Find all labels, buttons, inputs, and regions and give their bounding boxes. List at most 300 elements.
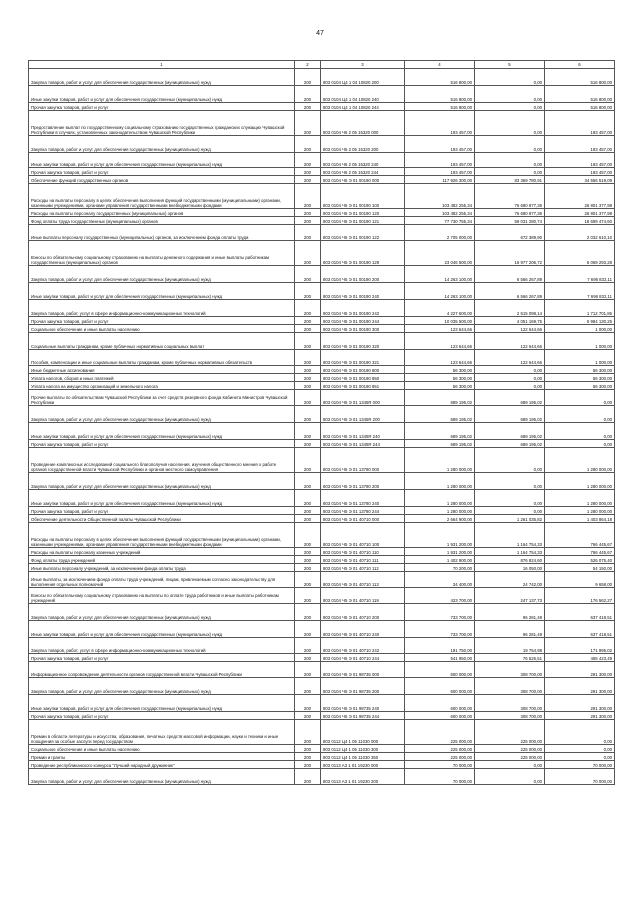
row-budget-code-cell: 803 0113 А3 1 01 19230 000 bbox=[321, 761, 405, 769]
row-approved-cell: 1 931 200,00 bbox=[405, 523, 475, 548]
table-row bbox=[29, 440, 615, 448]
row-executed-cell: 76 680 877,36 bbox=[475, 184, 545, 209]
row-unexecuted-cell: 0,00 bbox=[545, 745, 615, 753]
row-line-code-cell: 200 bbox=[295, 317, 321, 325]
table-row bbox=[29, 572, 615, 588]
row-name-cell: Иные выплаты персоналу государственных (муниципальных) органов, за исключением фонда оплаты труда bbox=[29, 225, 295, 241]
row-budget-code-cell: 803 0104 Ч5 Э 01 00190 121 bbox=[321, 217, 405, 225]
row-approved-cell: 14 263 100,00 bbox=[405, 266, 475, 283]
row-unexecuted-cell: 516 800,00 bbox=[545, 69, 615, 86]
row-executed-cell: 122 644,66 bbox=[475, 325, 545, 333]
row-line-code-cell: 200 bbox=[295, 350, 321, 366]
row-budget-code-cell: 803 0104 Ч5 Э 01 1345R 244 bbox=[321, 440, 405, 448]
table-row bbox=[29, 712, 615, 720]
row-approved-cell: 4 227 600,00 bbox=[405, 300, 475, 317]
row-approved-cell: 103 482 255,34 bbox=[405, 209, 475, 217]
row-line-code-cell: 200 bbox=[295, 225, 321, 241]
row-line-code-cell: 200 bbox=[295, 604, 321, 621]
row-line-code-cell: 200 bbox=[295, 564, 321, 572]
row-budget-code-cell: 803 0104 Ч5 Э 01 00190 200 bbox=[321, 266, 405, 283]
row-approved-cell: 193 457,00 bbox=[405, 168, 475, 176]
row-unexecuted-cell: 516 800,00 bbox=[545, 86, 615, 103]
row-budget-code-cell: 803 0112 Ц4 1 05 11030 000 bbox=[321, 720, 405, 745]
row-approved-cell: 56 300,00 bbox=[405, 382, 475, 390]
row-approved-cell: 1 280 000,00 bbox=[405, 473, 475, 490]
row-name-cell: Иные закупки товаров, работ и услуг для обеспечения государственных (муниципальных) нужд bbox=[29, 283, 295, 300]
row-executed-cell: 122 644,66 bbox=[475, 333, 545, 350]
row-line-code-cell: 200 bbox=[295, 406, 321, 423]
row-approved-cell: 193 457,00 bbox=[405, 111, 475, 136]
row-unexecuted-cell: 1 000,00 bbox=[545, 325, 615, 333]
row-budget-code-cell: 803 0104 Ч5 Э 01 40710 100 bbox=[321, 523, 405, 548]
row-executed-cell: 76 526,51 bbox=[475, 654, 545, 662]
row-executed-cell: 96 281,49 bbox=[475, 621, 545, 638]
row-executed-cell: 0,00 bbox=[475, 103, 545, 111]
row-name-cell: Пособия, компенсации и иные социальные выплаты гражданам, кроме публичных нормативных обязательств bbox=[29, 350, 295, 366]
row-unexecuted-cell: 6 069 293,28 bbox=[545, 241, 615, 266]
row-approved-cell: 77 730 755,34 bbox=[405, 217, 475, 225]
row-name-cell: Премии и гранты bbox=[29, 753, 295, 761]
row-approved-cell: 56 300,00 bbox=[405, 374, 475, 382]
row-unexecuted-cell: 1 280 000,00 bbox=[545, 448, 615, 473]
table-row bbox=[29, 638, 615, 654]
row-approved-cell: 123 644,66 bbox=[405, 350, 475, 366]
row-budget-code-cell: 803 0104 Ч5 Э 01 40710 119 bbox=[321, 588, 405, 604]
row-name-cell: Иные выплаты персоналу учреждений, за исключением фонда оплаты труда bbox=[29, 564, 295, 572]
table-row bbox=[29, 333, 615, 350]
table-row bbox=[29, 423, 615, 440]
row-budget-code-cell: 803 0104 Ч5 2 05 15320 000 bbox=[321, 111, 405, 136]
row-budget-code-cell: 803 0104 Ц4 1 04 10820 240 bbox=[321, 86, 405, 103]
table-row bbox=[29, 695, 615, 712]
row-budget-code-cell: 803 0104 Ч5 Э 01 98735 200 bbox=[321, 678, 405, 695]
row-name-cell: Прочая закупка товаров, работ и услуг bbox=[29, 168, 295, 176]
row-unexecuted-cell: 7 696 832,11 bbox=[545, 266, 615, 283]
table-header bbox=[29, 61, 615, 69]
row-executed-cell: 308 700,00 bbox=[475, 712, 545, 720]
row-line-code-cell: 200 bbox=[295, 382, 321, 390]
row-name-cell: Проведение республиканского конкурса "Лучший народный дружинник" bbox=[29, 761, 295, 769]
row-line-code-cell: 200 bbox=[295, 69, 321, 86]
row-line-code-cell: 200 bbox=[295, 366, 321, 374]
row-executed-cell: 225 000,00 bbox=[475, 720, 545, 745]
row-executed-cell: 247 137,73 bbox=[475, 588, 545, 604]
table-row bbox=[29, 523, 615, 548]
row-budget-code-cell: 803 0104 Ч5 Э 01 40710 240 bbox=[321, 621, 405, 638]
row-name-cell: Закупка товаров, работ и услуг для обеспечения государственных (муниципальных) нужд bbox=[29, 69, 295, 86]
row-unexecuted-cell: 56 300,00 bbox=[545, 366, 615, 374]
row-line-code-cell: 200 bbox=[295, 761, 321, 769]
row-unexecuted-cell: 516 800,00 bbox=[545, 103, 615, 111]
row-budget-code-cell: 803 0104 Ч5 Э 01 1345R 200 bbox=[321, 406, 405, 423]
row-name-cell: Прочая закупка товаров, работ и услуг bbox=[29, 317, 295, 325]
row-executed-cell: 122 644,66 bbox=[475, 350, 545, 366]
row-name-cell: Обеспечение деятельности Общественной палаты Чувашской Республики bbox=[29, 515, 295, 523]
table-row bbox=[29, 317, 615, 325]
row-budget-code-cell: 803 0104 Ч5 Э 01 00190 240 bbox=[321, 283, 405, 300]
row-name-cell: Прочие выплаты по обязательствам Чувашской Республики за счет средств резервного фонда Кабинета Министров Чувашской Республики bbox=[29, 390, 295, 406]
row-unexecuted-cell: 1 000,00 bbox=[545, 350, 615, 366]
row-executed-cell: 876 824,60 bbox=[475, 556, 545, 564]
row-budget-code-cell: 803 0104 Ч5 Э 01 00190 321 bbox=[321, 350, 405, 366]
header-row bbox=[29, 61, 615, 69]
row-approved-cell: 689 195,02 bbox=[405, 440, 475, 448]
row-unexecuted-cell: 56 300,00 bbox=[545, 382, 615, 390]
row-line-code-cell: 200 bbox=[295, 176, 321, 184]
row-unexecuted-cell: 7 696 832,11 bbox=[545, 283, 615, 300]
row-name-cell: Закупка товаров, работ и услуг для обеспечения государственных (муниципальных) нужд bbox=[29, 604, 295, 621]
table-row bbox=[29, 761, 615, 769]
row-approved-cell: 2 705 000,00 bbox=[405, 225, 475, 241]
row-unexecuted-cell: 193 457,00 bbox=[545, 168, 615, 176]
table-row bbox=[29, 490, 615, 507]
row-executed-cell: 689 195,02 bbox=[475, 423, 545, 440]
row-executed-cell: 0,00 bbox=[475, 473, 545, 490]
row-unexecuted-cell: 637 418,51 bbox=[545, 604, 615, 621]
table-row bbox=[29, 556, 615, 564]
row-approved-cell: 516 800,00 bbox=[405, 69, 475, 86]
row-unexecuted-cell: 1 280 000,00 bbox=[545, 507, 615, 515]
row-executed-cell: 16 977 206,72 bbox=[475, 241, 545, 266]
row-approved-cell: 516 800,00 bbox=[405, 86, 475, 103]
row-name-cell: Уплата налогов, сборов и иных платежей bbox=[29, 374, 295, 382]
table-row bbox=[29, 184, 615, 209]
row-budget-code-cell: 803 0104 Ч5 Э 01 98735 000 bbox=[321, 662, 405, 678]
row-unexecuted-cell: 193 457,00 bbox=[545, 111, 615, 136]
row-executed-cell: 0,00 bbox=[475, 382, 545, 390]
row-approved-cell: 117 926 300,00 bbox=[405, 176, 475, 184]
row-name-cell: Фонд оплаты труда государственных (муниципальных) органов bbox=[29, 217, 295, 225]
table-row bbox=[29, 86, 615, 103]
table-row bbox=[29, 720, 615, 745]
row-budget-code-cell: 803 0104 Ц4 1 04 10820 200 bbox=[321, 69, 405, 86]
row-unexecuted-cell: 18 699 474,60 bbox=[545, 217, 615, 225]
row-name-cell: Закупка товаров, работ и услуг для обеспечения государственных (муниципальных) нужд bbox=[29, 266, 295, 283]
row-unexecuted-cell: 526 075,40 bbox=[545, 556, 615, 564]
row-executed-cell: 0,00 bbox=[475, 761, 545, 769]
row-unexecuted-cell: 1 280 000,00 bbox=[545, 490, 615, 507]
table-row bbox=[29, 753, 615, 761]
row-line-code-cell: 200 bbox=[295, 588, 321, 604]
row-line-code-cell: 200 bbox=[295, 678, 321, 695]
row-executed-cell: 0,00 bbox=[475, 111, 545, 136]
row-unexecuted-cell: 54 150,00 bbox=[545, 564, 615, 572]
table-row bbox=[29, 515, 615, 523]
row-line-code-cell: 200 bbox=[295, 217, 321, 225]
table-row bbox=[29, 325, 615, 333]
row-budget-code-cell: 803 0104 Ч5 Э 01 98735 244 bbox=[321, 712, 405, 720]
row-name-cell: Иные закупки товаров, работ и услуг для обеспечения государственных (муниципальных) нужд bbox=[29, 86, 295, 103]
row-executed-cell: 0,00 bbox=[475, 507, 545, 515]
row-approved-cell: 70 200,00 bbox=[405, 564, 475, 572]
row-approved-cell: 600 000,00 bbox=[405, 712, 475, 720]
row-line-code-cell: 200 bbox=[295, 266, 321, 283]
row-executed-cell: 0,00 bbox=[475, 448, 545, 473]
row-line-code-cell: 200 bbox=[295, 654, 321, 662]
row-line-code-cell: 200 bbox=[295, 695, 321, 712]
row-budget-code-cell: 803 0104 Ч5 Э 01 40710 110 bbox=[321, 548, 405, 556]
table-row bbox=[29, 448, 615, 473]
row-approved-cell: 516 800,00 bbox=[405, 103, 475, 111]
row-budget-code-cell: 803 0104 Ч5 Э 01 00190 851 bbox=[321, 382, 405, 390]
row-budget-code-cell: 803 0104 Ч5 Э 01 00190 000 bbox=[321, 176, 405, 184]
table-row bbox=[29, 662, 615, 678]
row-name-cell: Уплата налога на имущество организаций и земельного налога bbox=[29, 382, 295, 390]
row-budget-code-cell: 803 0104 Ч5 Э 01 00190 800 bbox=[321, 366, 405, 374]
row-name-cell: Закупка товаров, работ, услуг в сфере информационно-коммуникационных технологий bbox=[29, 638, 295, 654]
table-row bbox=[29, 168, 615, 176]
row-executed-cell: 19 754,98 bbox=[475, 638, 545, 654]
row-budget-code-cell: 803 0104 Ч5 Э 01 13780 240 bbox=[321, 490, 405, 507]
row-approved-cell: 689 195,02 bbox=[405, 390, 475, 406]
row-executed-cell: 96 281,49 bbox=[475, 604, 545, 621]
row-budget-code-cell: 803 0104 Ч5 Э 01 00190 320 bbox=[321, 333, 405, 350]
row-budget-code-cell: 803 0104 Ч5 Э 01 13780 244 bbox=[321, 507, 405, 515]
table-row bbox=[29, 209, 615, 217]
row-unexecuted-cell: 176 562,27 bbox=[545, 588, 615, 604]
row-unexecuted-cell: 0,00 bbox=[545, 440, 615, 448]
row-name-cell: Закупка товаров, работ и услуг для обеспечения государственных (муниципальных) нужд bbox=[29, 678, 295, 695]
row-budget-code-cell: 803 0104 Ч5 Э 01 1345R 000 bbox=[321, 390, 405, 406]
row-approved-cell: 34 400,00 bbox=[405, 572, 475, 588]
row-unexecuted-cell: 0,00 bbox=[545, 406, 615, 423]
row-approved-cell: 689 195,02 bbox=[405, 406, 475, 423]
row-name-cell: Расходы на выплаты персоналу в целях обеспечения выполнения функций государственными (муниципальными) органами, казенными учреждениями, органами управления государственными внебюджетными фондами bbox=[29, 184, 295, 209]
row-budget-code-cell: 803 0104 Ч5 Э 01 40710 112 bbox=[321, 564, 405, 572]
row-unexecuted-cell: 766 445,67 bbox=[545, 523, 615, 548]
row-line-code-cell: 200 bbox=[295, 283, 321, 300]
row-line-code-cell: 200 bbox=[295, 745, 321, 753]
row-executed-cell: 672 389,90 bbox=[475, 225, 545, 241]
row-approved-cell: 600 000,00 bbox=[405, 695, 475, 712]
row-executed-cell: 689 195,02 bbox=[475, 440, 545, 448]
row-line-code-cell: 200 bbox=[295, 209, 321, 217]
row-executed-cell: 689 195,02 bbox=[475, 390, 545, 406]
column-header-executed: 5 bbox=[475, 61, 545, 69]
row-name-cell: Предоставление выплат по государственному социальному страхованию государственных гражданских служащих Чувашской Республики в случаях, установленных законодательством Чувашской Республики bbox=[29, 111, 295, 136]
row-budget-code-cell: 803 0104 Ч5 Э 01 00190 129 bbox=[321, 241, 405, 266]
table-row bbox=[29, 241, 615, 266]
row-approved-cell: 23 046 500,00 bbox=[405, 241, 475, 266]
row-name-cell: Иные закупки товаров, работ и услуг для обеспечения государственных (муниципальных) нужд bbox=[29, 490, 295, 507]
row-unexecuted-cell: 291 300,00 bbox=[545, 662, 615, 678]
table-row bbox=[29, 390, 615, 406]
row-unexecuted-cell: 1 712 701,86 bbox=[545, 300, 615, 317]
row-name-cell: Прочая закупка товаров, работ и услуг bbox=[29, 712, 295, 720]
row-approved-cell: 2 664 900,00 bbox=[405, 515, 475, 523]
row-unexecuted-cell: 56 300,00 bbox=[545, 374, 615, 382]
row-approved-cell: 193 457,00 bbox=[405, 153, 475, 168]
row-approved-cell: 14 263 100,00 bbox=[405, 283, 475, 300]
row-budget-code-cell: 803 0104 Ч5 Э 01 00190 100 bbox=[321, 184, 405, 209]
row-budget-code-cell: 803 0104 Ч5 Э 01 40710 113 bbox=[321, 572, 405, 588]
table-row bbox=[29, 103, 615, 111]
row-line-code-cell: 200 bbox=[295, 440, 321, 448]
table-row bbox=[29, 176, 615, 184]
row-name-cell: Социальное обеспечение и иные выплаты населению bbox=[29, 325, 295, 333]
column-header-line-code: 2 bbox=[295, 61, 321, 69]
row-budget-code-cell: 803 0104 Ч5 Э 01 40710 244 bbox=[321, 654, 405, 662]
row-unexecuted-cell: 1 403 864,18 bbox=[545, 515, 615, 523]
row-budget-code-cell: 803 0112 Ц4 1 05 11030 350 bbox=[321, 753, 405, 761]
row-budget-code-cell: 803 0104 Ц4 1 04 10820 244 bbox=[321, 103, 405, 111]
row-executed-cell: 308 700,00 bbox=[475, 678, 545, 695]
row-name-cell: Расходы на выплаты персоналу казенных учреждений bbox=[29, 548, 295, 556]
row-executed-cell: 6 566 267,89 bbox=[475, 266, 545, 283]
table-row bbox=[29, 136, 615, 153]
row-executed-cell: 0,00 bbox=[475, 153, 545, 168]
row-name-cell: Взносы по обязательному социальному страхованию на выплаты денежного содержания и иные выплаты работникам государственных (муниципальных) органов bbox=[29, 241, 295, 266]
row-name-cell: Информационное сопровождение деятельности органов государственной власти Чувашской Республики bbox=[29, 662, 295, 678]
row-approved-cell: 56 300,00 bbox=[405, 366, 475, 374]
row-approved-cell: 733 700,00 bbox=[405, 604, 475, 621]
row-line-code-cell: 200 bbox=[295, 621, 321, 638]
row-unexecuted-cell: 193 457,00 bbox=[545, 136, 615, 153]
row-executed-cell: 0,00 bbox=[475, 69, 545, 86]
row-line-code-cell: 200 bbox=[295, 390, 321, 406]
row-budget-code-cell: 803 0104 Ч5 Э 01 00190 242 bbox=[321, 300, 405, 317]
row-budget-code-cell: 803 0104 Ч5 Э 01 00190 120 bbox=[321, 209, 405, 217]
row-executed-cell: 0,00 bbox=[475, 168, 545, 176]
row-name-cell: Закупка товаров, работ и услуг для обеспечения государственных (муниципальных) нужд bbox=[29, 473, 295, 490]
table-row bbox=[29, 564, 615, 572]
row-unexecuted-cell: 26 801 377,98 bbox=[545, 209, 615, 217]
table-row bbox=[29, 382, 615, 390]
row-name-cell: Прочая закупка товаров, работ и услуг bbox=[29, 440, 295, 448]
row-name-cell: Закупка товаров, работ и услуг для обеспечения государственных (муниципальных) нужд bbox=[29, 769, 295, 785]
row-unexecuted-cell: 291 300,00 bbox=[545, 678, 615, 695]
table-row bbox=[29, 678, 615, 695]
row-executed-cell: 225 000,00 bbox=[475, 753, 545, 761]
row-name-cell: Иные закупки товаров, работ и услуг для обеспечения государственных (муниципальных) нужд bbox=[29, 695, 295, 712]
column-header-budget-code: 3 bbox=[321, 61, 405, 69]
row-line-code-cell: 200 bbox=[295, 753, 321, 761]
row-approved-cell: 225 000,00 bbox=[405, 745, 475, 753]
row-approved-cell: 1 280 000,00 bbox=[405, 507, 475, 515]
row-unexecuted-cell: 5 984 130,25 bbox=[545, 317, 615, 325]
table-row bbox=[29, 300, 615, 317]
row-line-code-cell: 200 bbox=[295, 556, 321, 564]
row-executed-cell: 0,00 bbox=[475, 86, 545, 103]
row-name-cell: Обеспечение функций государственных органов bbox=[29, 176, 295, 184]
table-row bbox=[29, 745, 615, 753]
row-unexecuted-cell: 26 801 377,98 bbox=[545, 184, 615, 209]
row-budget-code-cell: 803 0104 Ч5 2 05 15320 240 bbox=[321, 153, 405, 168]
row-executed-cell: 689 195,02 bbox=[475, 406, 545, 423]
row-line-code-cell: 200 bbox=[295, 769, 321, 785]
column-header-approved: 4 bbox=[405, 61, 475, 69]
row-executed-cell: 1 261 035,82 bbox=[475, 515, 545, 523]
row-approved-cell: 191 750,00 bbox=[405, 638, 475, 654]
row-approved-cell: 70 000,00 bbox=[405, 769, 475, 785]
row-approved-cell: 225 000,00 bbox=[405, 753, 475, 761]
row-approved-cell: 10 035 500,00 bbox=[405, 317, 475, 325]
row-approved-cell: 689 195,02 bbox=[405, 423, 475, 440]
row-approved-cell: 70 000,00 bbox=[405, 761, 475, 769]
row-executed-cell: 6 566 267,89 bbox=[475, 283, 545, 300]
row-line-code-cell: 200 bbox=[295, 662, 321, 678]
row-name-cell: Расходы на выплаты персоналу государственных (муниципальных) органов bbox=[29, 209, 295, 217]
row-executed-cell: 225 000,00 bbox=[475, 745, 545, 753]
row-approved-cell: 423 700,00 bbox=[405, 588, 475, 604]
row-approved-cell: 193 457,00 bbox=[405, 136, 475, 153]
row-line-code-cell: 200 bbox=[295, 184, 321, 209]
row-line-code-cell: 200 bbox=[295, 473, 321, 490]
row-name-cell: Закупка товаров, работ и услуг для обеспечения государственных (муниципальных) нужд bbox=[29, 136, 295, 153]
row-budget-code-cell: 803 0104 Ч5 Э 01 13780 000 bbox=[321, 448, 405, 473]
row-line-code-cell: 200 bbox=[295, 325, 321, 333]
table-row bbox=[29, 473, 615, 490]
row-unexecuted-cell: 291 300,00 bbox=[545, 695, 615, 712]
page-number: 47 bbox=[316, 30, 324, 37]
row-budget-code-cell: 803 0104 Ч5 Э 01 1345R 240 bbox=[321, 423, 405, 440]
row-name-cell: Социальные выплаты гражданам, кроме публичных нормативных социальных выплат bbox=[29, 333, 295, 350]
row-line-code-cell: 200 bbox=[295, 86, 321, 103]
table-row bbox=[29, 769, 615, 785]
row-line-code-cell: 200 bbox=[295, 103, 321, 111]
row-approved-cell: 123 644,66 bbox=[405, 325, 475, 333]
row-budget-code-cell: 803 0104 Ч5 Э 01 40710 111 bbox=[321, 556, 405, 564]
row-approved-cell: 1 280 000,00 bbox=[405, 490, 475, 507]
row-name-cell: Фонд оплаты труда учреждений bbox=[29, 556, 295, 564]
row-approved-cell: 733 700,00 bbox=[405, 621, 475, 638]
row-name-cell: Иные бюджетные ассигнования bbox=[29, 366, 295, 374]
row-budget-code-cell: 803 0104 Ч5 Э 01 40710 242 bbox=[321, 638, 405, 654]
row-name-cell: Прочая закупка товаров, работ и услуг bbox=[29, 654, 295, 662]
row-name-cell: Взносы по обязательному социальному страхованию на выплаты по оплате труда работников и иные выплаты работникам учреждений bbox=[29, 588, 295, 604]
row-unexecuted-cell: 465 423,49 bbox=[545, 654, 615, 662]
row-budget-code-cell: 803 0104 Ч5 Э 01 40710 000 bbox=[321, 515, 405, 523]
row-executed-cell: 24 742,00 bbox=[475, 572, 545, 588]
row-unexecuted-cell: 1 000,00 bbox=[545, 333, 615, 350]
row-unexecuted-cell: 70 000,00 bbox=[545, 761, 615, 769]
row-approved-cell: 123 644,66 bbox=[405, 333, 475, 350]
row-executed-cell: 1 164 754,33 bbox=[475, 523, 545, 548]
row-approved-cell: 103 482 255,34 bbox=[405, 184, 475, 209]
row-line-code-cell: 200 bbox=[295, 448, 321, 473]
table-row bbox=[29, 225, 615, 241]
row-budget-code-cell: 803 0104 Ч5 Э 01 98735 240 bbox=[321, 695, 405, 712]
row-unexecuted-cell: 0,00 bbox=[545, 390, 615, 406]
row-name-cell: Иные закупки товаров, работ и услуг для обеспечения государственных (муниципальных) нужд bbox=[29, 153, 295, 168]
row-name-cell: Закупка товаров, работ, услуг в сфере информационно-коммуникационных технологий bbox=[29, 300, 295, 317]
row-unexecuted-cell: 34 556 519,09 bbox=[545, 176, 615, 184]
row-unexecuted-cell: 2 032 610,10 bbox=[545, 225, 615, 241]
row-executed-cell: 83 369 780,91 bbox=[475, 176, 545, 184]
row-name-cell: Прочая закупка товаров, работ и услуг bbox=[29, 103, 295, 111]
row-approved-cell: 600 000,00 bbox=[405, 662, 475, 678]
row-unexecuted-cell: 0,00 bbox=[545, 423, 615, 440]
row-line-code-cell: 200 bbox=[295, 515, 321, 523]
table-row bbox=[29, 507, 615, 515]
row-budget-code-cell: 803 0104 Ч5 Э 01 00190 122 bbox=[321, 225, 405, 241]
row-name-cell: Закупка товаров, работ и услуг для обеспечения государственных (муниципальных) нужд bbox=[29, 406, 295, 423]
row-approved-cell: 1 280 000,00 bbox=[405, 448, 475, 473]
table-row bbox=[29, 69, 615, 86]
table-row bbox=[29, 588, 615, 604]
row-unexecuted-cell: 1 280 000,00 bbox=[545, 473, 615, 490]
row-budget-code-cell: 803 0104 Ч5 Э 01 13780 200 bbox=[321, 473, 405, 490]
row-unexecuted-cell: 637 418,51 bbox=[545, 621, 615, 638]
row-executed-cell: 0,00 bbox=[475, 366, 545, 374]
table-row bbox=[29, 366, 615, 374]
row-line-code-cell: 200 bbox=[295, 168, 321, 176]
row-line-code-cell: 200 bbox=[295, 136, 321, 153]
row-executed-cell: 1 164 754,33 bbox=[475, 548, 545, 556]
row-line-code-cell: 200 bbox=[295, 241, 321, 266]
table-row bbox=[29, 406, 615, 423]
row-executed-cell: 0,00 bbox=[475, 769, 545, 785]
